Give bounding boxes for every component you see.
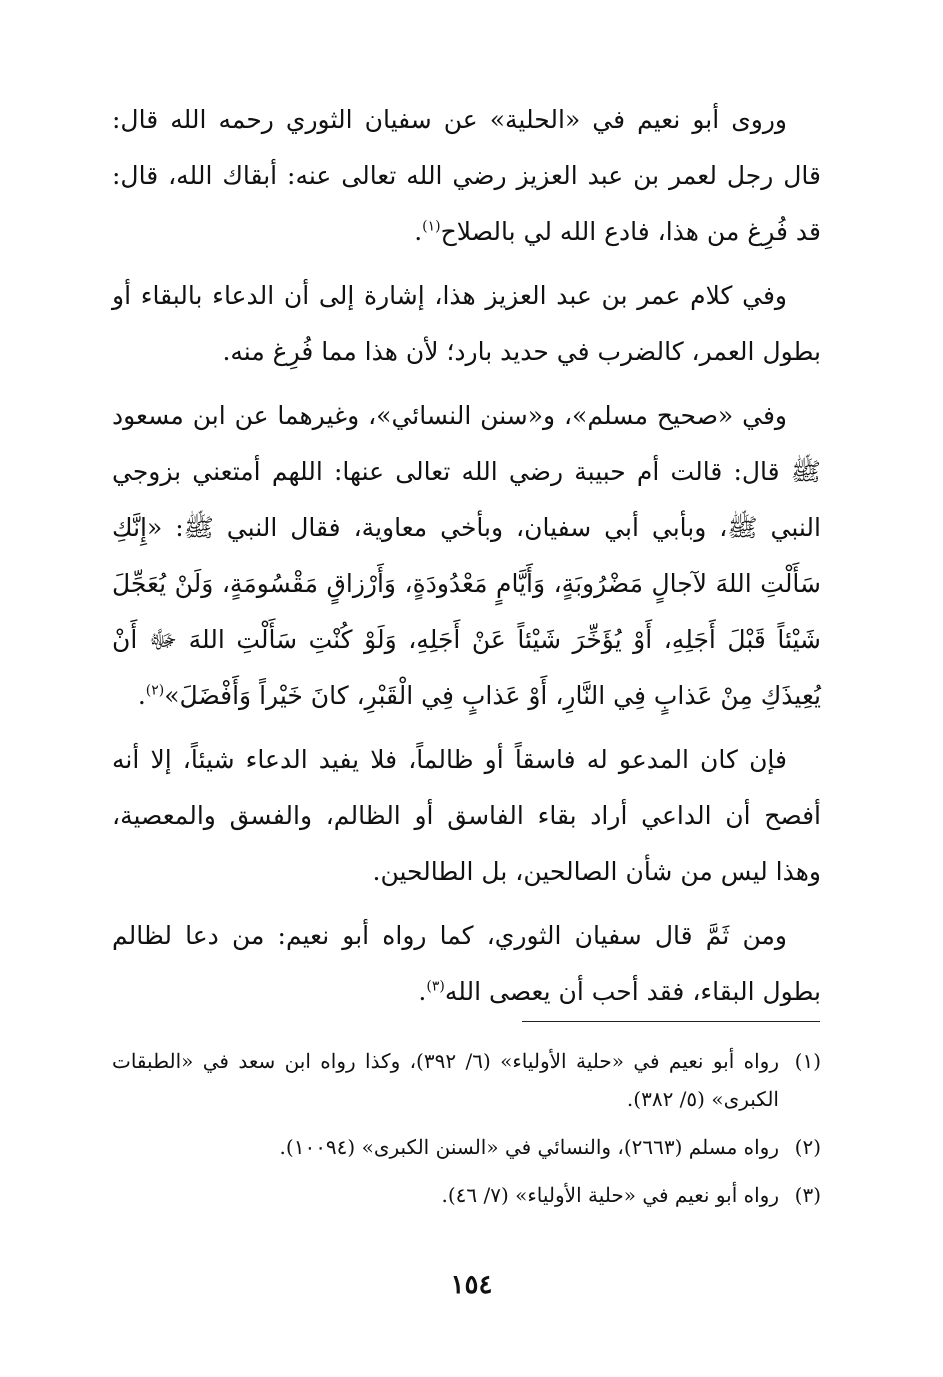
paragraph-3-end: . — [137, 681, 146, 710]
paragraph-5-text: ومن ثَمَّ قال سفيان الثوري، كما رواه أبو نعيم: من دعا لظالم بطول البقاء، فقد أحب أن يعصى الله — [112, 921, 821, 1006]
page-number: ١٥٤ — [450, 1270, 493, 1300]
footnote-number: (٣) — [794, 1183, 821, 1207]
paragraph-4 — [112, 732, 821, 900]
paragraph-3 — [112, 388, 821, 724]
paragraph-1-text: وروى أبو نعيم في «الحلية» عن سفيان الثوري رحمه الله قال: قال رجل لعمر بن عبد العزيز رضي الله تعالى عنه: أبقاك الله، قال: قد فُرِغ من هذا، فادع الله لي بالصلاح — [112, 105, 821, 246]
paragraph-5-end: . — [418, 977, 427, 1006]
paragraph-2-text: وفي كلام عمر بن عبد العزيز هذا، إشارة إلى أن الدعاء بالبقاء أو بطول العمر، كالضرب في حديد بارد؛ لأن هذا مما فُرِغ منه. — [112, 281, 821, 366]
main-text — [112, 92, 821, 1028]
paragraph-5 — [112, 908, 821, 1020]
footnote-divider — [522, 1021, 820, 1022]
paragraph-2 — [112, 268, 821, 380]
footnote-number: (١) — [794, 1049, 821, 1073]
paragraph-1-end: . — [414, 217, 423, 246]
paragraph-1 — [112, 92, 821, 260]
footnote-3 — [112, 1176, 821, 1214]
footnote-1 — [112, 1042, 821, 1118]
footnotes-section — [112, 1042, 821, 1224]
footnote-number: (٢) — [794, 1135, 821, 1159]
footnote-ref-3[interactable]: (٣) — [426, 978, 445, 995]
footnote-ref-1[interactable]: (١) — [422, 218, 441, 235]
footnote-2 — [112, 1128, 821, 1166]
paragraph-4-text: فإن كان المدعو له فاسقاً أو ظالماً، فلا يفيد الدعاء شيئاً، إلا أنه أفصح أن الداعي أراد بقاء الفاسق أو الظالم، والفسق والمعصية، وهذا ليس من شأن الصالحين، بل الطالحين. — [112, 745, 821, 886]
paragraph-3-text: وفي «صحيح مسلم»، و«سنن النسائي»، وغيرهما عن ابن مسعود ﷺ قال: قالت أم حبيبة رضي الله تعالى عنها: اللهم أمتعني بزوجي النبي ﷺ، وبأبي أبي سفيان، وبأخي معاوية، فقال النبي ﷺ: «إِنَّكِ سَأَلْتِ اللهَ لآجالٍ مَضْرُوبَةٍ، وَأَيَّامٍ مَعْدُودَةٍ، وَأَرْزاقٍ مَقْسُومَةٍ، وَلَنْ يُعَجِّلَ شَيْئاً قَبْلَ أَجَلِهِ، أَوْ يُؤَخِّرَ شَيْئاً عَنْ أَجَلِهِ، وَلَوْ كُنْتِ سَأَلْتِ اللهَ ﷻ أَنْ يُعِيذَكِ مِنْ عَذابٍ فِي النَّارِ، أَوْ عَذابٍ فِي الْقَبْرِ، كانَ خَيْراً وَأَفْضَلَ» — [112, 401, 821, 710]
footnote-text: رواه أبو نعيم في «حلية الأولياء» (٧/ ٤٦). — [441, 1183, 779, 1207]
footnote-text: رواه مسلم (٢٦٦٣)، والنسائي في «السنن الكبرى» (١٠٠٩٤). — [279, 1135, 779, 1159]
footnote-ref-2[interactable]: (٢) — [145, 682, 165, 699]
footnote-text: رواه أبو نعيم في «حلية الأولياء» (٦/ ٣٩٢)، وكذا رواه ابن سعد في «الطبقات الكبرى» (٥/ ٣٨٢). — [112, 1049, 779, 1111]
